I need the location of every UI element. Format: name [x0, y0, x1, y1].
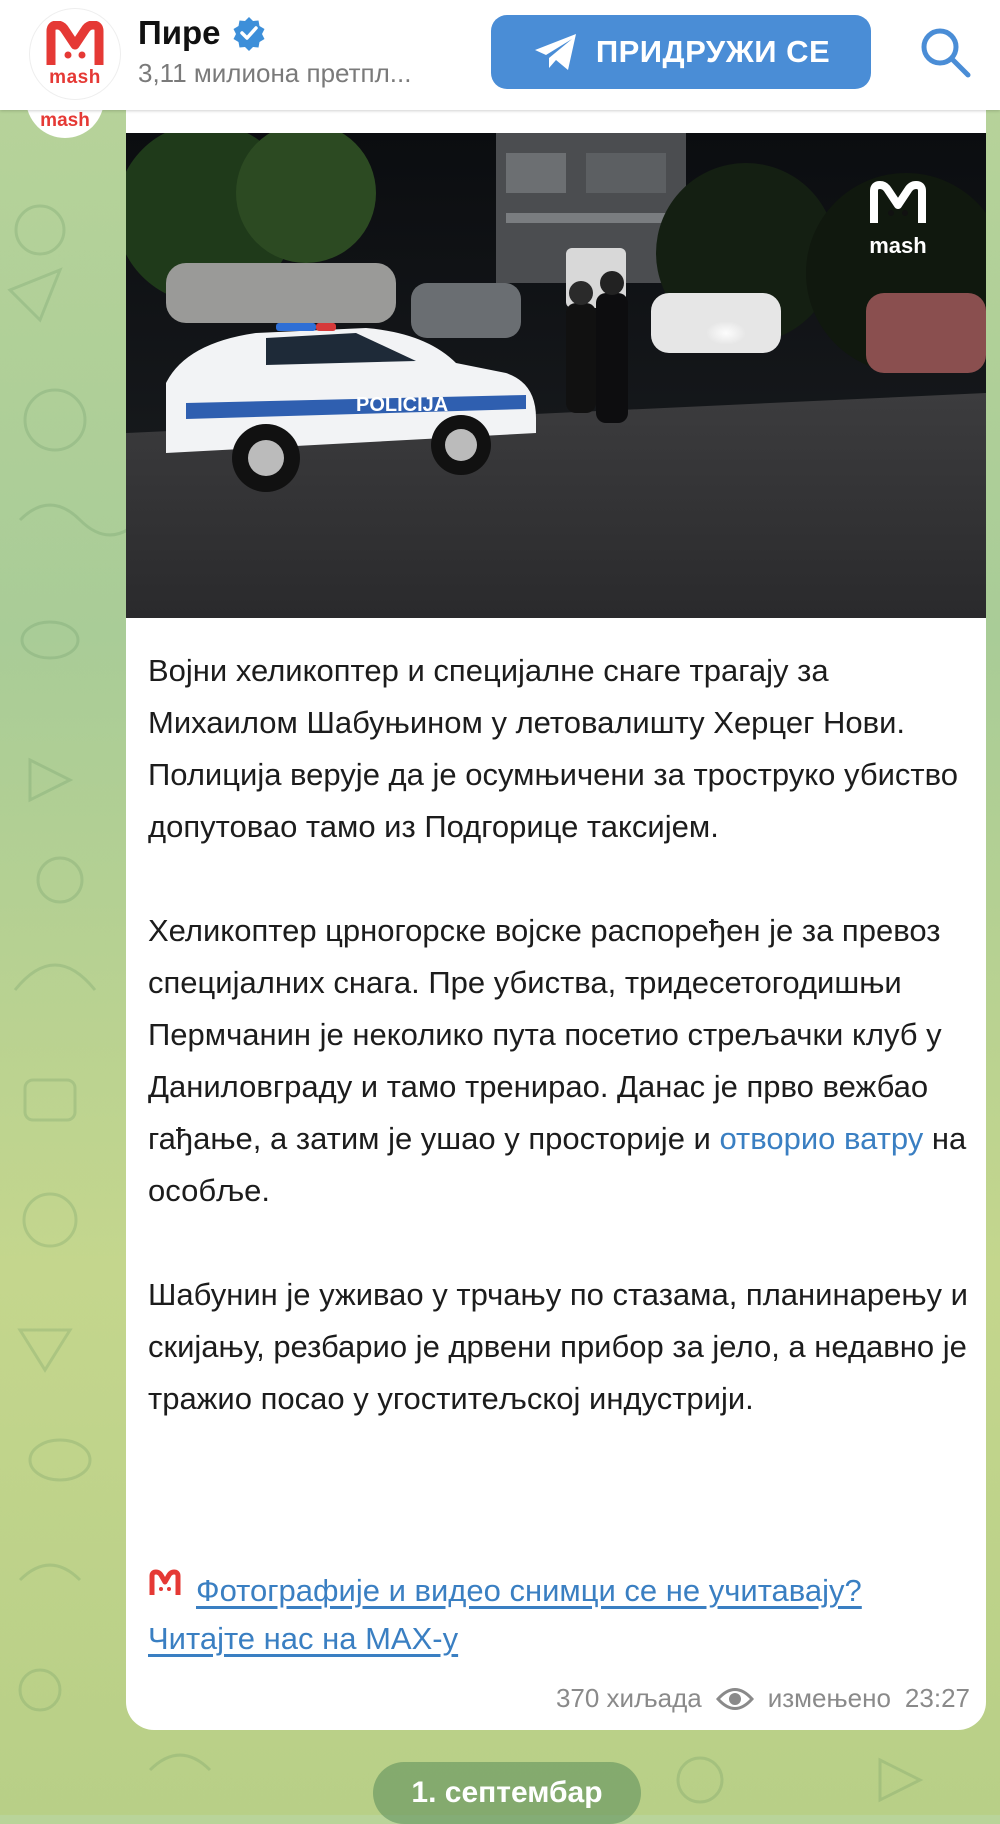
post-paragraph-3: Шабунин је уживао у трчању по стазама, планинарењу и скијању, резбарио је дрвени прибор за јело, а недавно је тражио посао у угоститељској индустрији.	[148, 1277, 968, 1416]
paragraph-2-text: Хеликоптер црногорске војске распоређен је за превоз специјалних снага. Пре убиства, тридесетогодишњи Пермчанин је неколико пута посетио стрељачки клуб у Даниловграду и тамо тренирао. Данас је прво вежбао гађање, а затим је ушао у просторије и	[148, 913, 942, 1156]
post-paragraph-1: Војни хеликоптер и специјалне снаге трагају за Михаилом Шабуњином у летовалишту Херцег Нови. Полиција верује да је осумњичени за троструко убиство допутовао тамо из Подгорице таксијем.	[148, 653, 958, 844]
mash-logo-icon	[148, 1569, 182, 1597]
avatar-label: mash	[49, 67, 101, 88]
title-row	[138, 14, 267, 52]
photo-watermark-text: mash	[869, 233, 927, 258]
subscriber-count: 3,11 милиона претпл...	[138, 58, 412, 88]
eye-icon	[716, 1686, 754, 1712]
paragraph-2-end: на особље.	[148, 1121, 967, 1208]
police-car-label: POLICIJA	[356, 394, 449, 416]
date-separator: 1. септембар	[373, 1762, 641, 1824]
channel-avatar[interactable]	[30, 9, 120, 99]
max-promo-link[interactable]: Фотографије и видео снимци се не учитавају? Читајте нас на МАХ-у	[148, 1573, 862, 1656]
edited-label: измењено	[767, 1683, 891, 1713]
channel-header	[0, 0, 1000, 110]
join-button[interactable]	[491, 15, 871, 89]
post-photo[interactable]	[126, 133, 986, 618]
view-count: 370 хиљада	[555, 1683, 702, 1713]
search-icon[interactable]	[918, 25, 972, 79]
verified-icon	[231, 15, 267, 51]
post-text	[148, 645, 968, 1477]
inline-link-open-fire[interactable]: отворио ватру	[719, 1121, 924, 1156]
post-meta	[556, 1683, 970, 1714]
promo-block	[148, 1567, 968, 1663]
sender-avatar-label: mash	[40, 110, 90, 131]
channel-name[interactable]: Пире	[138, 14, 221, 51]
telegram-plane-icon	[532, 32, 580, 72]
post-paragraph-2	[148, 905, 968, 1217]
join-button-label: ПРИДРУЖИ СЕ	[595, 34, 831, 69]
message-bubble	[126, 105, 986, 1730]
post-time: 23:27	[904, 1683, 970, 1713]
mash-logo-icon	[45, 21, 105, 69]
